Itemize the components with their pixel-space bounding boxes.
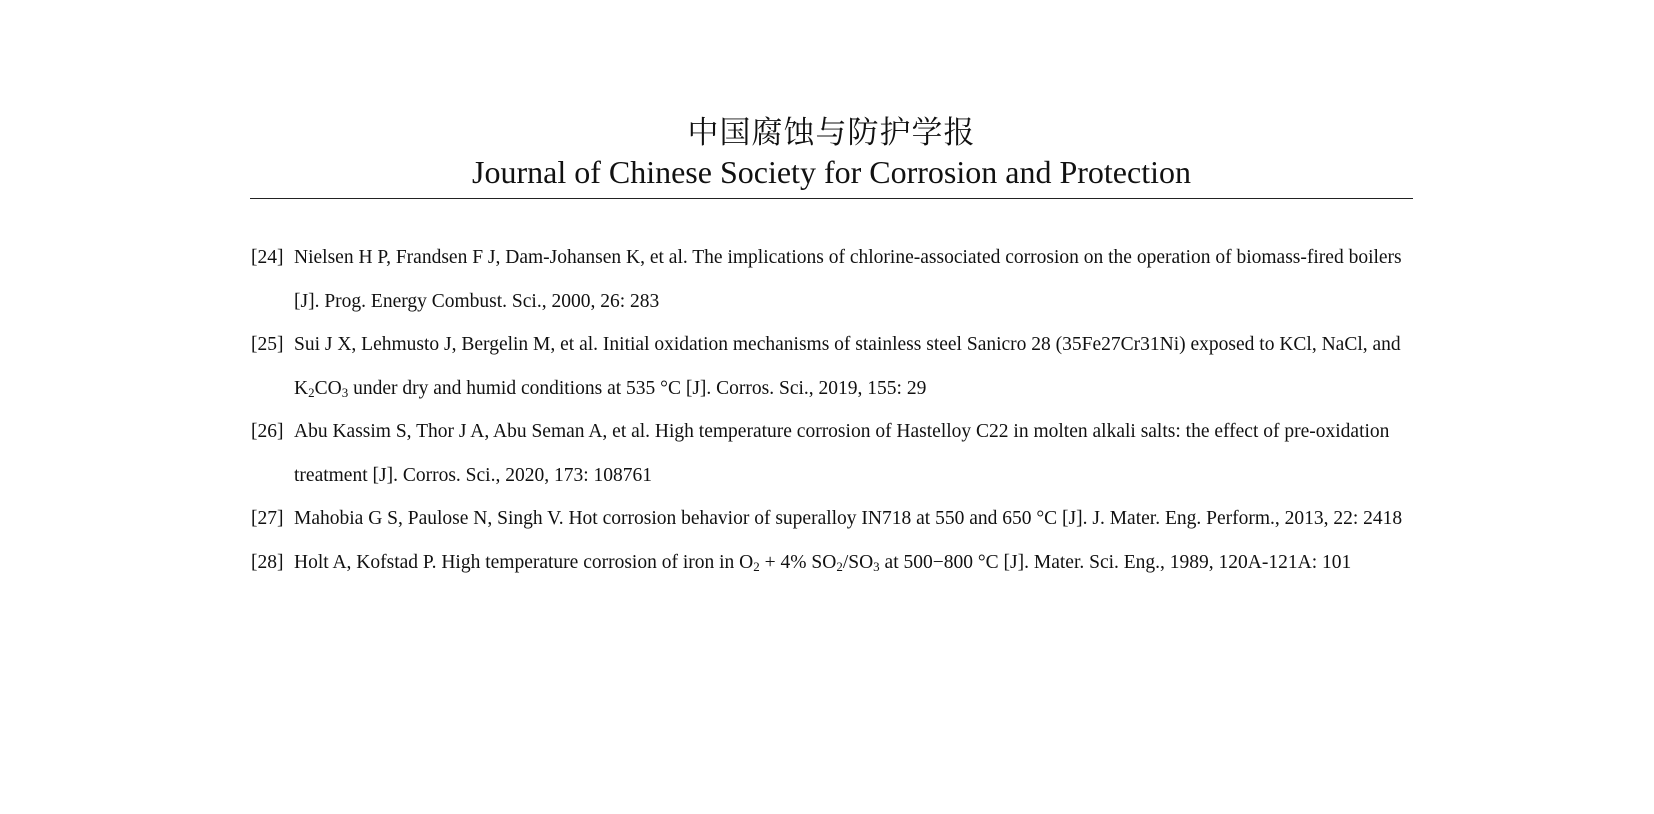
journal-header — [250, 114, 1413, 192]
reference-item — [251, 323, 1416, 410]
reference-text-part: Holt A, Kofstad P. High temperature corrosion of iron in O — [294, 551, 754, 573]
reference-item — [251, 236, 1416, 323]
reference-text — [294, 247, 1402, 312]
reference-text-part: Mahobia G S, Paulose N, Singh V. Hot corrosion behavior of superalloy IN718 at 550 and 650 °C [J]. J. Mater. Eng. Perform., 2013, 22: 2418 — [294, 508, 1403, 529]
subscript: 2 — [836, 558, 843, 574]
reference-text — [294, 334, 1401, 399]
reference-number: [25] — [251, 334, 284, 355]
reference-text — [294, 552, 1351, 573]
reference-number: [27] — [251, 508, 284, 529]
subscript: 2 — [308, 384, 315, 400]
reference-text-part: Sui J X, Lehmusto J, Bergelin M, et al. Initial oxidation mechanisms of stainless steel Sanicro 28 (35Fe27Cr31Ni) exposed to KCl, NaCl, and K — [294, 334, 1401, 399]
reference-item — [251, 410, 1416, 497]
header-divider — [250, 198, 1413, 199]
reference-item — [251, 541, 1416, 585]
subscript: 3 — [873, 558, 880, 574]
reference-text-part: CO — [314, 377, 342, 399]
reference-text-part: + 4% SO — [759, 551, 837, 573]
journal-title-chinese: 中国腐蚀与防护学报 — [687, 115, 976, 151]
reference-text-part: at 500−800 °C [J]. Mater. Sci. Eng., 1989, 120A-121A: 101 — [879, 551, 1352, 573]
reference-text-part: Abu Kassim S, Thor J A, Abu Seman A, et al. High temperature corrosion of Hastelloy C22 in molten alkali salts: the effect of pre-oxidation treatment [J]. Corros. Sci., 2020, 173: 108761 — [294, 421, 1390, 486]
reference-item — [251, 497, 1416, 541]
reference-text-part: /SO — [842, 551, 874, 573]
reference-number: [28] — [251, 551, 284, 573]
reference-text — [294, 508, 1402, 529]
reference-number: [24] — [251, 247, 284, 268]
reference-number: [26] — [251, 421, 284, 442]
reference-text — [294, 421, 1389, 486]
reference-text-part: Nielsen H P, Frandsen F J, Dam-Johansen K, et al. The implications of chlorine-associated corrosion on the operation of biomass-fired boilers [J]. Prog. Energy Combust. Sci., 2000, 26: 283 — [294, 247, 1402, 312]
subscript: 2 — [753, 558, 760, 574]
reference-list — [251, 236, 1416, 584]
journal-title-english: Journal of Chinese Society for Corrosion and Protection — [472, 154, 1191, 190]
subscript: 3 — [341, 384, 349, 400]
reference-text-part: under dry and humid conditions at 535 °C [J]. Corros. Sci., 2019, 155: 29 — [348, 377, 927, 399]
